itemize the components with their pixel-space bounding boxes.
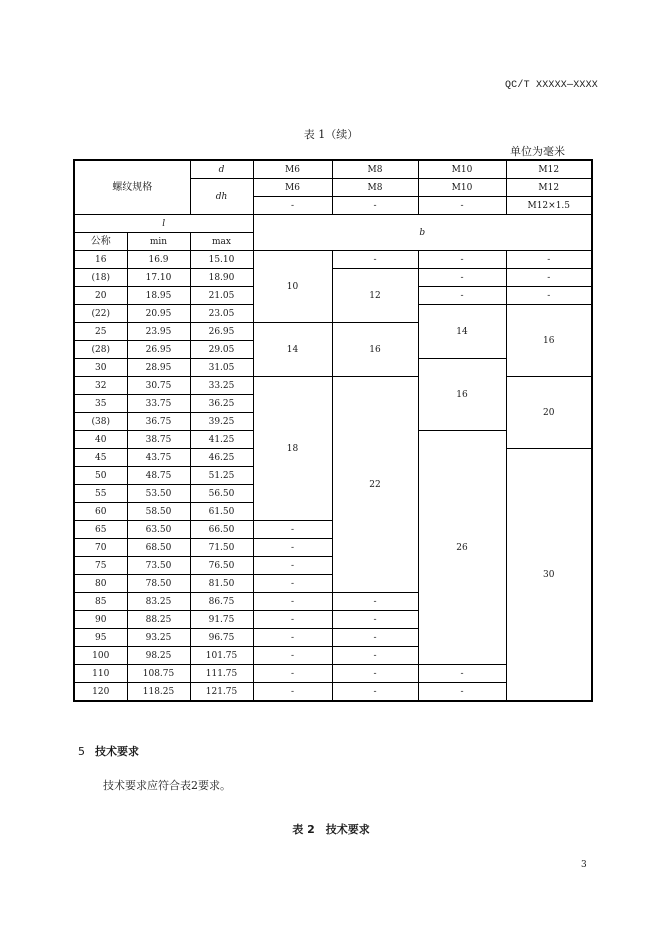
cell-nominal: 50 xyxy=(74,467,127,485)
header-cell: - xyxy=(253,197,332,215)
b-dash: - xyxy=(506,269,592,287)
cell-nominal: 40 xyxy=(74,431,127,449)
b-dash: - xyxy=(332,251,418,269)
cell-min: 18.95 xyxy=(127,287,190,305)
header-cell: M6 xyxy=(253,179,332,197)
b-dash: - xyxy=(418,251,506,269)
cell-max: 121.75 xyxy=(190,683,253,702)
b-dash: - xyxy=(332,629,418,647)
b-m10-value: 26 xyxy=(418,431,506,665)
cell-min: 23.95 xyxy=(127,323,190,341)
b-m12-value: 30 xyxy=(506,449,592,702)
cell-nominal: 70 xyxy=(74,539,127,557)
cell-nominal: 35 xyxy=(74,395,127,413)
b-dash: - xyxy=(332,611,418,629)
cell-nominal: 75 xyxy=(74,557,127,575)
b-m10-value: 14 xyxy=(418,305,506,359)
cell-max: 81.50 xyxy=(190,575,253,593)
cell-nominal: (18) xyxy=(74,269,127,287)
header-cell: M8 xyxy=(332,160,418,179)
cell-min: 108.75 xyxy=(127,665,190,683)
cell-max: 29.05 xyxy=(190,341,253,359)
b-m10-value: 16 xyxy=(418,359,506,431)
cell-min: 98.25 xyxy=(127,647,190,665)
table1-unit: 单位为毫米 xyxy=(510,145,565,158)
b-dash: - xyxy=(253,611,332,629)
b-m6-value: 14 xyxy=(253,323,332,377)
cell-max: 101.75 xyxy=(190,647,253,665)
cell-nominal: 80 xyxy=(74,575,127,593)
cell-max: 56.50 xyxy=(190,485,253,503)
header-cell: M10 xyxy=(418,179,506,197)
b-dash: - xyxy=(332,647,418,665)
col-nominal: 公称 xyxy=(74,233,127,251)
b-m6-value: 10 xyxy=(253,251,332,323)
cell-min: 28.95 xyxy=(127,359,190,377)
b-dash: - xyxy=(253,521,332,539)
cell-nominal: (28) xyxy=(74,341,127,359)
thread-spec-header: 螺纹规格 xyxy=(74,160,190,215)
cell-nominal: 85 xyxy=(74,593,127,611)
cell-max: 21.05 xyxy=(190,287,253,305)
cell-min: 53.50 xyxy=(127,485,190,503)
cell-max: 61.50 xyxy=(190,503,253,521)
b-dash: - xyxy=(332,683,418,702)
cell-max: 51.25 xyxy=(190,467,253,485)
b-dash: - xyxy=(418,287,506,305)
header-cell: M12 xyxy=(506,179,592,197)
cell-nominal: 32 xyxy=(74,377,127,395)
cell-max: 91.75 xyxy=(190,611,253,629)
cell-min: 83.25 xyxy=(127,593,190,611)
cell-min: 38.75 xyxy=(127,431,190,449)
b-dash: - xyxy=(253,683,332,702)
table2-title: 表 2 技术要求 xyxy=(292,823,370,836)
col-max: max xyxy=(190,233,253,251)
cell-nominal: 45 xyxy=(74,449,127,467)
section-number: 5 xyxy=(78,745,85,758)
cell-max: 31.05 xyxy=(190,359,253,377)
cell-min: 16.9 xyxy=(127,251,190,269)
b-m8-value: 16 xyxy=(332,323,418,377)
header-cell: M12×1.5 xyxy=(506,197,592,215)
col-min: min xyxy=(127,233,190,251)
b-dash: - xyxy=(332,593,418,611)
header-cell: M12 xyxy=(506,160,592,179)
cell-nominal: 120 xyxy=(74,683,127,702)
b-m6-value: 18 xyxy=(253,377,332,521)
l-symbol: l xyxy=(74,215,253,233)
cell-max: 26.95 xyxy=(190,323,253,341)
b-dash: - xyxy=(253,629,332,647)
cell-min: 93.25 xyxy=(127,629,190,647)
cell-max: 96.75 xyxy=(190,629,253,647)
b-dash: - xyxy=(253,557,332,575)
cell-nominal: 95 xyxy=(74,629,127,647)
cell-max: 86.75 xyxy=(190,593,253,611)
cell-min: 36.75 xyxy=(127,413,190,431)
cell-nominal: 110 xyxy=(74,665,127,683)
b-m8-value: 22 xyxy=(332,377,418,593)
cell-min: 17.10 xyxy=(127,269,190,287)
cell-min: 68.50 xyxy=(127,539,190,557)
b-dash: - xyxy=(253,593,332,611)
cell-max: 23.05 xyxy=(190,305,253,323)
cell-max: 18.90 xyxy=(190,269,253,287)
cell-nominal: 100 xyxy=(74,647,127,665)
cell-min: 26.95 xyxy=(127,341,190,359)
b-dash: - xyxy=(253,539,332,557)
cell-max: 71.50 xyxy=(190,539,253,557)
cell-min: 43.75 xyxy=(127,449,190,467)
cell-nominal: 20 xyxy=(74,287,127,305)
cell-nominal: 25 xyxy=(74,323,127,341)
header-cell: - xyxy=(332,197,418,215)
cell-max: 41.25 xyxy=(190,431,253,449)
header-cell: - xyxy=(418,197,506,215)
cell-nominal: 60 xyxy=(74,503,127,521)
cell-min: 33.75 xyxy=(127,395,190,413)
cell-min: 48.75 xyxy=(127,467,190,485)
table1-title: 表 1（续） xyxy=(303,128,359,141)
b-dash: - xyxy=(418,665,506,683)
cell-min: 78.50 xyxy=(127,575,190,593)
section-paragraph: 技术要求应符合表2要求。 xyxy=(103,779,231,792)
b-dash: - xyxy=(418,683,506,702)
cell-min: 73.50 xyxy=(127,557,190,575)
cell-max: 66.50 xyxy=(190,521,253,539)
b-dash: - xyxy=(506,251,592,269)
cell-max: 36.25 xyxy=(190,395,253,413)
bolt-length-table xyxy=(73,159,593,702)
b-symbol: b xyxy=(253,215,592,251)
cell-min: 88.25 xyxy=(127,611,190,629)
b-dash: - xyxy=(506,287,592,305)
b-dash: - xyxy=(418,269,506,287)
cell-nominal: (22) xyxy=(74,305,127,323)
cell-nominal: 65 xyxy=(74,521,127,539)
b-dash: - xyxy=(253,647,332,665)
b-m12-value: 16 xyxy=(506,305,592,377)
cell-min: 58.50 xyxy=(127,503,190,521)
cell-max: 111.75 xyxy=(190,665,253,683)
d-symbol: d xyxy=(190,160,253,179)
b-m8-value: 12 xyxy=(332,269,418,323)
header-cell: M10 xyxy=(418,160,506,179)
cell-nominal: 30 xyxy=(74,359,127,377)
dh-symbol: dh xyxy=(190,179,253,215)
cell-min: 63.50 xyxy=(127,521,190,539)
cell-min: 20.95 xyxy=(127,305,190,323)
b-dash: - xyxy=(332,665,418,683)
page-number: 3 xyxy=(581,860,587,870)
b-m12-value: 20 xyxy=(506,377,592,449)
cell-nominal: 90 xyxy=(74,611,127,629)
b-dash: - xyxy=(253,665,332,683)
cell-max: 39.25 xyxy=(190,413,253,431)
cell-max: 46.25 xyxy=(190,449,253,467)
cell-max: 15.10 xyxy=(190,251,253,269)
header-cell: M8 xyxy=(332,179,418,197)
section-heading xyxy=(78,743,139,759)
standard-number: QC/T XXXXX—XXXX xyxy=(504,80,598,91)
cell-max: 76.50 xyxy=(190,557,253,575)
cell-min: 30.75 xyxy=(127,377,190,395)
cell-nominal: 55 xyxy=(74,485,127,503)
cell-nominal: 16 xyxy=(74,251,127,269)
cell-nominal: (38) xyxy=(74,413,127,431)
header-cell: M6 xyxy=(253,160,332,179)
section-title: 技术要求 xyxy=(95,745,139,758)
b-dash: - xyxy=(253,575,332,593)
cell-max: 33.25 xyxy=(190,377,253,395)
cell-min: 118.25 xyxy=(127,683,190,702)
